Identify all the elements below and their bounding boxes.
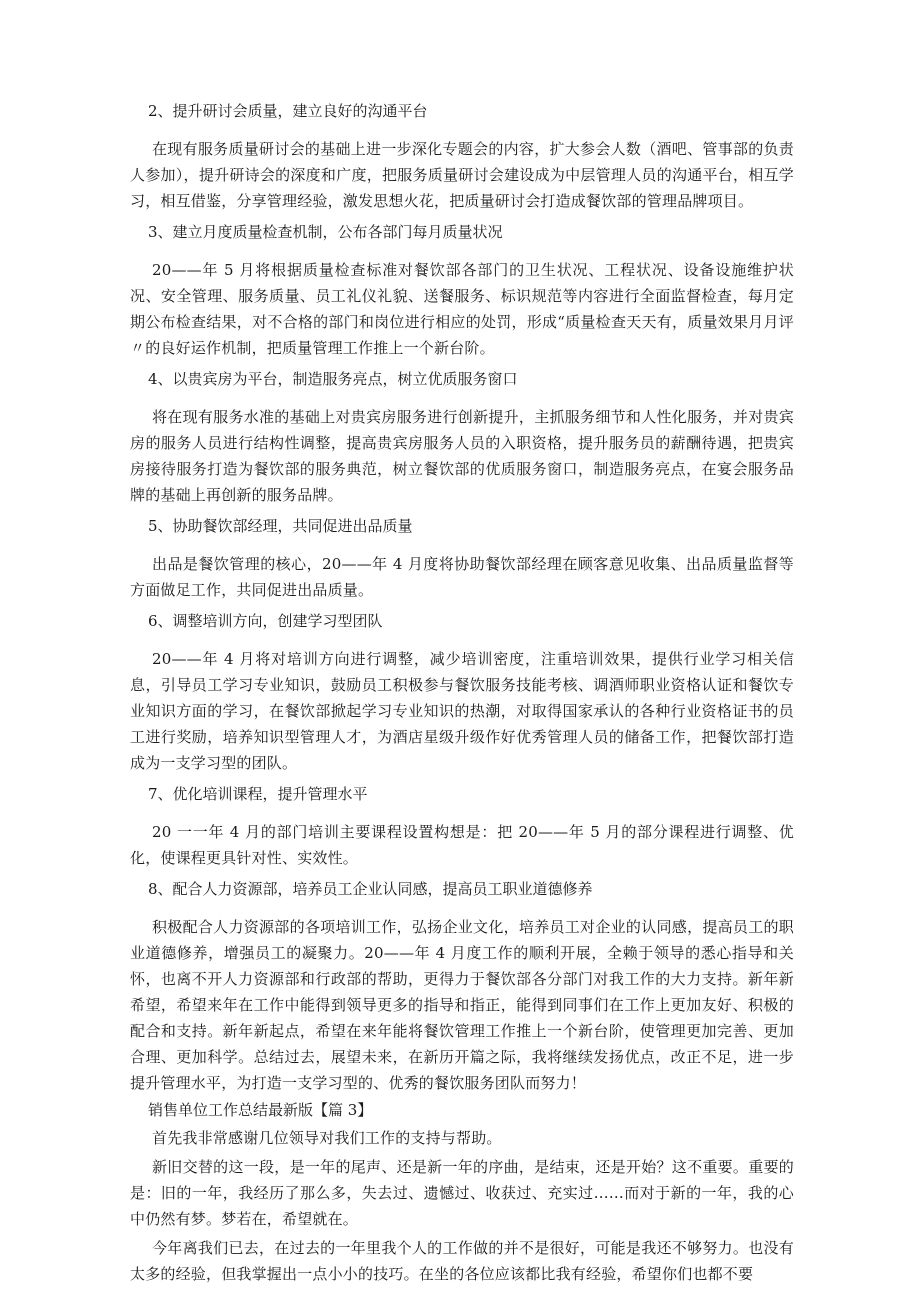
paragraph: 20 一一年 4 月的部门培训主要课程设置构想是：把 20——年 5 月的部分课程进行调整、优化，使课程更具针对性、实效性。 <box>130 823 794 867</box>
paragraph: 新旧交替的这一段，是一年的尾声、还是新一年的序曲，是结束，还是开始？这不重要。重要的是：旧的一年，我经历了那么多，失去过、遗憾过、收获过、充实过……而对于新的一年，我的心中仍然有梦。梦若在，希望就在。 <box>130 1158 794 1228</box>
section-heading-3: 3、建立月度质量检查机制，公布各部门每月质量状况 <box>148 223 503 241</box>
section-heading-4: 4、以贵宾房为平台，制造服务亮点，树立优质服务窗口 <box>148 370 518 388</box>
paragraph: 今年离我们已去，在过去的一年里我个人的工作做的并不是很好，可能是我还不够努力。也没有太多的经验，但我掌握出一点小小的技巧。在坐的各位应该都比我有经验，希望你们也都不要 <box>130 1239 794 1283</box>
paragraph: 在现有服务质量研讨会的基础上进一步深化专题会的内容，扩大参会人数（酒吧、管事部的负责人参加），提升研诗会的深度和广度，把服务质量研讨会建设成为中层管理人员的沟通平台，相互学习，相互借鉴，分享管理经验，激发思想火花，把质量研讨会打造成餐饮部的管理品牌项目。 <box>130 140 794 210</box>
section-heading-5: 5、协助餐饮部经理，共同促进出品质量 <box>148 517 413 535</box>
section-heading-6: 6、调整培训方向，创建学习型团队 <box>148 612 383 630</box>
section-heading-7: 7、优化培训课程，提升管理水平 <box>148 785 368 803</box>
document-page <box>130 100 794 1290</box>
paragraph: 出品是餐饮管理的核心，20——年 4 月度将协助餐饮部经理在顾客意见收集、出品质量监督等方面做足工作，共同促进出品质量。 <box>130 555 794 599</box>
paragraph: 20——年 4 月将对培训方向进行调整，减少培训密度，注重培训效果，提供行业学习相关信息，引导员工学习专业知识，鼓励员工积极参与餐饮服务技能考核、调酒师职业资格认证和餐饮专业知识方面的学习，在餐饮部掀起学习专业知识的热潮，对取得国家承认的各种行业资格证书的员工进行奖励，培养知识型管理人才，为酒店星级升级作好优秀管理人员的储备工作，把餐饮部打造成为一支学习型的团队。 <box>130 650 794 772</box>
paragraph: 首先我非常感谢几位领导对我们工作的支持与帮助。 <box>152 1129 502 1147</box>
paragraph: 积极配合人力资源部的各项培训工作，弘扬企业文化，培养员工对企业的认同感，提高员工的职业道德修养，增强员工的凝聚力。20——年 4 月度工作的顺利开展，全赖于领导的悉心指导和关怀，也离不开人力资源部和行政部的帮助，更得力于餐饮部各分部门对我工作的大力支持。新年新希望，希望来年在工作中能得到领导更多的指导和指正，能得到同事们在工作上更加友好、积极的配合和支持。新年新起点，希望在来年能将餐饮管理工作推上一个新台阶，使管理更加完善、更加合理、更加科学。总结过去，展望未来，在新历开篇之际，我将继续发扬优点，改正不足，进一步提升管理水平，为打造一支学习型的、优秀的餐饮服务团队而努力！ <box>130 918 794 1092</box>
section-heading-2: 2、提升研讨会质量，建立良好的沟通平台 <box>148 102 428 120</box>
paragraph: 将在现有服务水准的基础上对贵宾房服务进行创新提升，主抓服务细节和人性化服务，并对贵宾房的服务人员进行结构性调整，提高贵宾房服务人员的入职资格，提升服务员的薪酬待遇，把贵宾房接待服务打造为餐饮部的服务典范，树立餐饮部的优质服务窗口，制造服务亮点，在宴会服务品牌的基础上再创新的服务品牌。 <box>130 408 794 504</box>
article-title: 销售单位工作总结最新版【篇 3】 <box>148 1101 373 1119</box>
section-heading-8: 8、配合人力资源部，培养员工企业认同感，提高员工职业道德修养 <box>148 880 593 898</box>
paragraph: 20——年 5 月将根据质量检查标准对餐饮部各部门的卫生状况、工程状况、设备设施维护状况、安全管理、服务质量、员工礼仪礼貌、送餐服务、标识规范等内容进行全面监督检查，每月定期公布检查结果，对不合格的部门和岗位进行相应的处罚，形成“质量检查天天有，质量效果月月评〃的良好运作机制，把质量管理工作推上一个新台阶。 <box>130 261 794 357</box>
